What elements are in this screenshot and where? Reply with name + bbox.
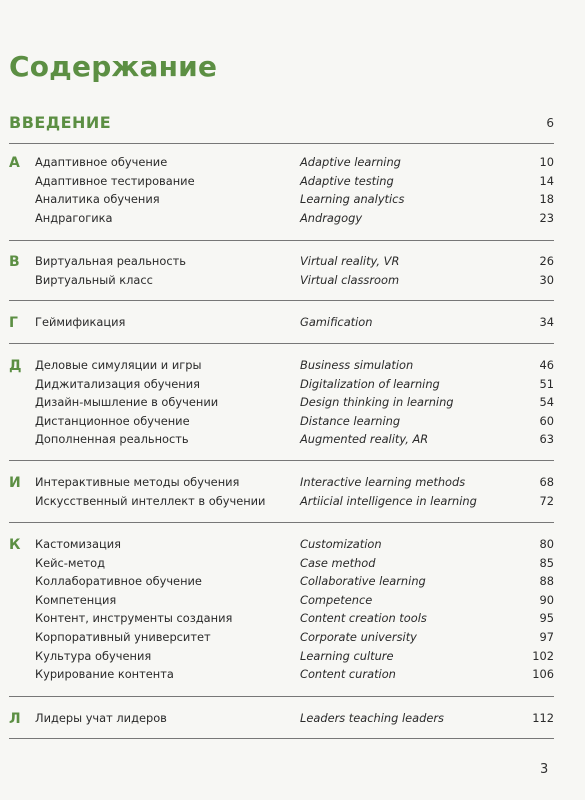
entry-title-ru: Интерактивные методы обучения bbox=[35, 475, 240, 489]
toc-entry[interactable] bbox=[9, 315, 554, 334]
section-letter: И bbox=[9, 475, 21, 491]
intro-page-number: 6 bbox=[546, 116, 554, 130]
entry-title-en: Case method bbox=[300, 555, 376, 570]
toc-entry[interactable] bbox=[9, 556, 554, 575]
entry-title-ru: Курирование контента bbox=[35, 667, 174, 682]
section-letter: К bbox=[9, 537, 21, 553]
section-divider bbox=[9, 460, 554, 461]
entry-title-en: Learning culture bbox=[300, 648, 394, 663]
entry-title-ru: Корпоративный университет bbox=[35, 630, 211, 644]
toc-entry[interactable] bbox=[9, 667, 554, 686]
entry-title-en: Competence bbox=[300, 592, 373, 607]
entry-title-en: Learning analytics bbox=[300, 192, 405, 207]
toc-entry[interactable] bbox=[9, 358, 554, 377]
entry-title-ru: Адаптивное обучение bbox=[35, 155, 168, 169]
entry-title-ru: Коллаборативное обучение bbox=[35, 574, 202, 589]
toc-entry[interactable] bbox=[9, 593, 554, 612]
entry-title-en: Content curation bbox=[300, 667, 396, 682]
entry-page: 10 bbox=[539, 155, 554, 169]
toc-entry[interactable] bbox=[9, 414, 554, 433]
entry-title-en: Artiicial intelligence in learning bbox=[300, 493, 477, 508]
toc-entry[interactable] bbox=[9, 211, 554, 230]
entry-page: 18 bbox=[539, 192, 554, 207]
toc-entry[interactable] bbox=[9, 611, 554, 630]
entry-title-ru: Кейс-метод bbox=[35, 555, 105, 570]
section-divider bbox=[9, 240, 554, 241]
entry-title-en: Distance learning bbox=[300, 413, 401, 428]
entry-title-en: Collaborative learning bbox=[300, 574, 426, 589]
entry-page: 23 bbox=[539, 210, 554, 225]
entry-page: 88 bbox=[539, 574, 554, 589]
section-letter: Г bbox=[9, 315, 18, 331]
toc-entry[interactable] bbox=[9, 192, 554, 211]
entry-title-ru: Дополненная реальность bbox=[35, 432, 189, 447]
toc-entry[interactable] bbox=[9, 475, 554, 494]
entry-page: 90 bbox=[539, 592, 554, 607]
entry-title-en: Design thinking in learning bbox=[300, 395, 454, 410]
section-divider bbox=[9, 143, 554, 144]
entry-title-ru: Аналитика обучения bbox=[35, 192, 160, 207]
section-divider bbox=[9, 696, 554, 697]
entry-title-en: Leaders teaching leaders bbox=[300, 711, 444, 725]
entry-page: 60 bbox=[539, 413, 554, 428]
entry-page: 97 bbox=[539, 630, 554, 644]
section-letter: Л bbox=[9, 711, 21, 727]
entry-title-ru: Лидеры учат лидеров bbox=[35, 711, 167, 725]
entry-page: 85 bbox=[539, 555, 554, 570]
toc-entry[interactable] bbox=[9, 254, 554, 273]
intro-entry[interactable] bbox=[9, 113, 554, 133]
entry-title-ru: Виртуальный класс bbox=[35, 272, 153, 287]
entry-title-en: Corporate university bbox=[300, 630, 417, 644]
toc-entry[interactable] bbox=[9, 574, 554, 593]
entry-title-en: Gamification bbox=[300, 315, 373, 329]
entry-page: 95 bbox=[539, 611, 554, 626]
toc-entry[interactable] bbox=[9, 273, 554, 292]
entry-title-en: Virtual reality, VR bbox=[300, 254, 400, 268]
entry-page: 106 bbox=[532, 667, 554, 682]
entry-page: 54 bbox=[539, 395, 554, 410]
entry-page: 51 bbox=[539, 376, 554, 391]
toc-entry[interactable] bbox=[9, 395, 554, 414]
entry-title-ru: Андрагогика bbox=[35, 210, 113, 225]
page-title: Содержание bbox=[9, 50, 218, 83]
entry-title-en: Content creation tools bbox=[300, 611, 427, 626]
entry-title-en: Digitalization of learning bbox=[300, 376, 440, 391]
toc-entry[interactable] bbox=[9, 155, 554, 174]
entry-title-en: Andragogy bbox=[300, 210, 363, 225]
entry-page: 14 bbox=[539, 173, 554, 188]
entry-page: 46 bbox=[539, 358, 554, 372]
toc-entry[interactable] bbox=[9, 537, 554, 556]
entry-title-en: Virtual classroom bbox=[300, 272, 400, 287]
entry-title-ru: Геймификация bbox=[35, 315, 126, 329]
section-letter: В bbox=[9, 254, 20, 270]
entry-title-ru: Деловые симуляции и игры bbox=[35, 358, 202, 372]
section-letter: Д bbox=[9, 358, 22, 374]
section-divider bbox=[9, 738, 554, 739]
toc-entry[interactable] bbox=[9, 649, 554, 668]
entry-page: 102 bbox=[532, 648, 554, 663]
entry-title-en: Business simulation bbox=[300, 358, 414, 372]
intro-label: ВВЕДЕНИЕ bbox=[9, 113, 112, 132]
toc-entry[interactable] bbox=[9, 174, 554, 193]
entry-title-en: Interactive learning methods bbox=[300, 475, 466, 489]
entry-page: 26 bbox=[539, 254, 554, 268]
entry-page: 30 bbox=[539, 272, 554, 287]
entry-page: 112 bbox=[532, 711, 554, 725]
toc-entry[interactable] bbox=[9, 377, 554, 396]
entry-title-ru: Адаптивное тестирование bbox=[35, 173, 195, 188]
page-number: 3 bbox=[540, 762, 549, 777]
entry-title-en: Customization bbox=[300, 537, 382, 551]
section-divider bbox=[9, 300, 554, 301]
entry-title-ru: Компетенция bbox=[35, 592, 117, 607]
entry-title-ru: Искусственный интеллект в обучении bbox=[35, 493, 266, 508]
entry-page: 80 bbox=[539, 537, 554, 551]
entry-page: 34 bbox=[539, 315, 554, 329]
toc-entry[interactable] bbox=[9, 630, 554, 649]
entry-title-en: Adaptive learning bbox=[300, 155, 401, 169]
entry-title-ru: Культура обучения bbox=[35, 648, 152, 663]
entry-title-ru: Виртуальная реальность bbox=[35, 254, 186, 268]
entry-title-ru: Дистанционное обучение bbox=[35, 413, 190, 428]
section-letter: А bbox=[9, 155, 20, 171]
entry-title-ru: Диджитализация обучения bbox=[35, 376, 200, 391]
entry-title-ru: Дизайн-мышление в обучении bbox=[35, 395, 219, 410]
entry-page: 68 bbox=[539, 475, 554, 489]
section-divider bbox=[9, 522, 554, 523]
section-divider bbox=[9, 343, 554, 344]
entry-title-ru: Контент, инструменты создания bbox=[35, 611, 233, 626]
toc-entry[interactable] bbox=[9, 432, 554, 451]
entry-page: 72 bbox=[539, 493, 554, 508]
entry-title-en: Augmented reality, AR bbox=[300, 432, 429, 447]
toc-entry[interactable] bbox=[9, 711, 554, 730]
toc-entry[interactable] bbox=[9, 494, 554, 513]
entry-title-ru: Кастомизация bbox=[35, 537, 121, 551]
entry-page: 63 bbox=[539, 432, 554, 447]
entry-title-en: Adaptive testing bbox=[300, 173, 394, 188]
